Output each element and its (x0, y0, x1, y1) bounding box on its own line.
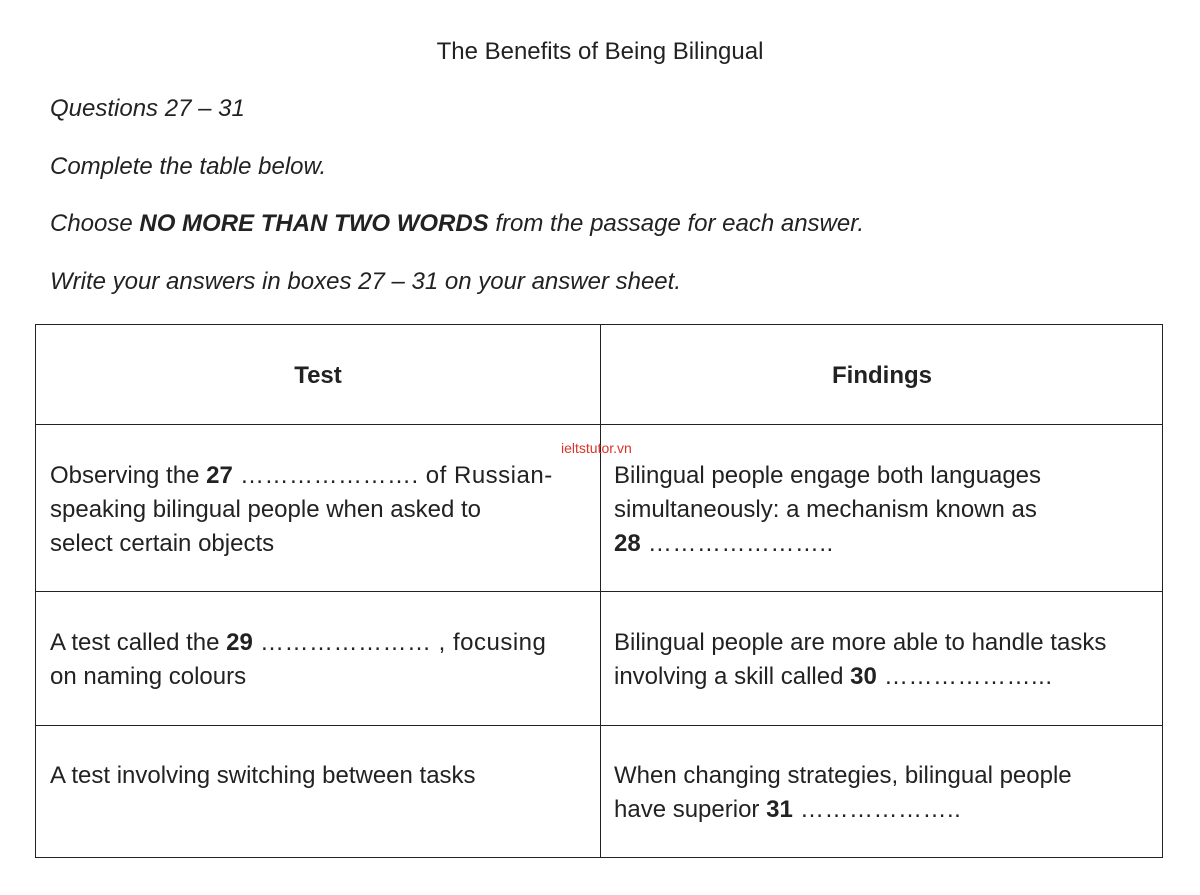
instruction-choose-emphasis: NO MORE THAN TWO WORDS (139, 210, 489, 237)
test-cell-line: on naming colours (50, 663, 247, 690)
finding-cell-line: When changing strategies, bilingual people (614, 762, 1072, 789)
finding-cell-line (614, 660, 1106, 694)
instruction-choose-after: from the passage for each answer. (488, 210, 865, 237)
test-cell-line (50, 626, 546, 660)
test-cell-row-1 (50, 459, 553, 561)
finding-cell-row-3 (614, 759, 1072, 827)
question-number-31: 31 (766, 796, 793, 823)
instruction-complete: Complete the table below. (50, 153, 327, 180)
test-cell-line: speaking bilingual people when asked to (50, 496, 481, 523)
table-row-divider (36, 424, 1162, 425)
page-title: The Benefits of Being Bilingual (436, 38, 764, 65)
answer-blank-29: ………………… , focusing (252, 629, 547, 656)
cell-text: Observing the (50, 462, 207, 489)
table-row-divider (36, 725, 1162, 726)
instruction-write: Write your answers in boxes 27 – 31 on your answer sheet. (50, 268, 681, 295)
answer-table (35, 324, 1163, 858)
question-number-29: 29 (226, 629, 253, 656)
finding-cell-line: Bilingual people are more able to handle tasks (614, 629, 1107, 656)
question-number-27: 27 (206, 462, 233, 489)
finding-cell-line (614, 527, 1041, 561)
answer-blank-27: …………………. of Russian- (232, 462, 553, 489)
finding-cell-row-2 (614, 626, 1106, 694)
cell-text: involving a skill called (614, 663, 851, 690)
test-cell-row-2 (50, 626, 546, 694)
answer-blank-31: ……………….. (792, 796, 962, 823)
cell-text: have superior (614, 796, 767, 823)
instruction-choose-before: Choose (50, 210, 140, 237)
answer-blank-28: ………………….. (640, 530, 834, 557)
finding-cell-row-1 (614, 459, 1041, 561)
header-findings: Findings (832, 362, 932, 389)
header-test: Test (294, 362, 342, 389)
finding-cell-line (614, 793, 1072, 827)
test-cell-row-3 (50, 759, 476, 793)
answer-blank-30: ………………... (876, 663, 1053, 690)
finding-cell-line: simultaneously: a mechanism known as (614, 496, 1037, 523)
test-cell-line (50, 459, 553, 493)
cell-text: A test called the (50, 629, 227, 656)
test-cell-line: select certain objects (50, 530, 275, 557)
test-cell-line: A test involving switching between tasks (50, 762, 476, 789)
question-number-28: 28 (614, 530, 641, 557)
finding-cell-line: Bilingual people engage both languages (614, 462, 1042, 489)
table-row-divider (36, 591, 1162, 592)
question-range: Questions 27 – 31 (50, 95, 245, 122)
watermark: ieltstutor.vn (561, 440, 632, 456)
instruction-choose (50, 209, 864, 239)
question-number-30: 30 (850, 663, 877, 690)
